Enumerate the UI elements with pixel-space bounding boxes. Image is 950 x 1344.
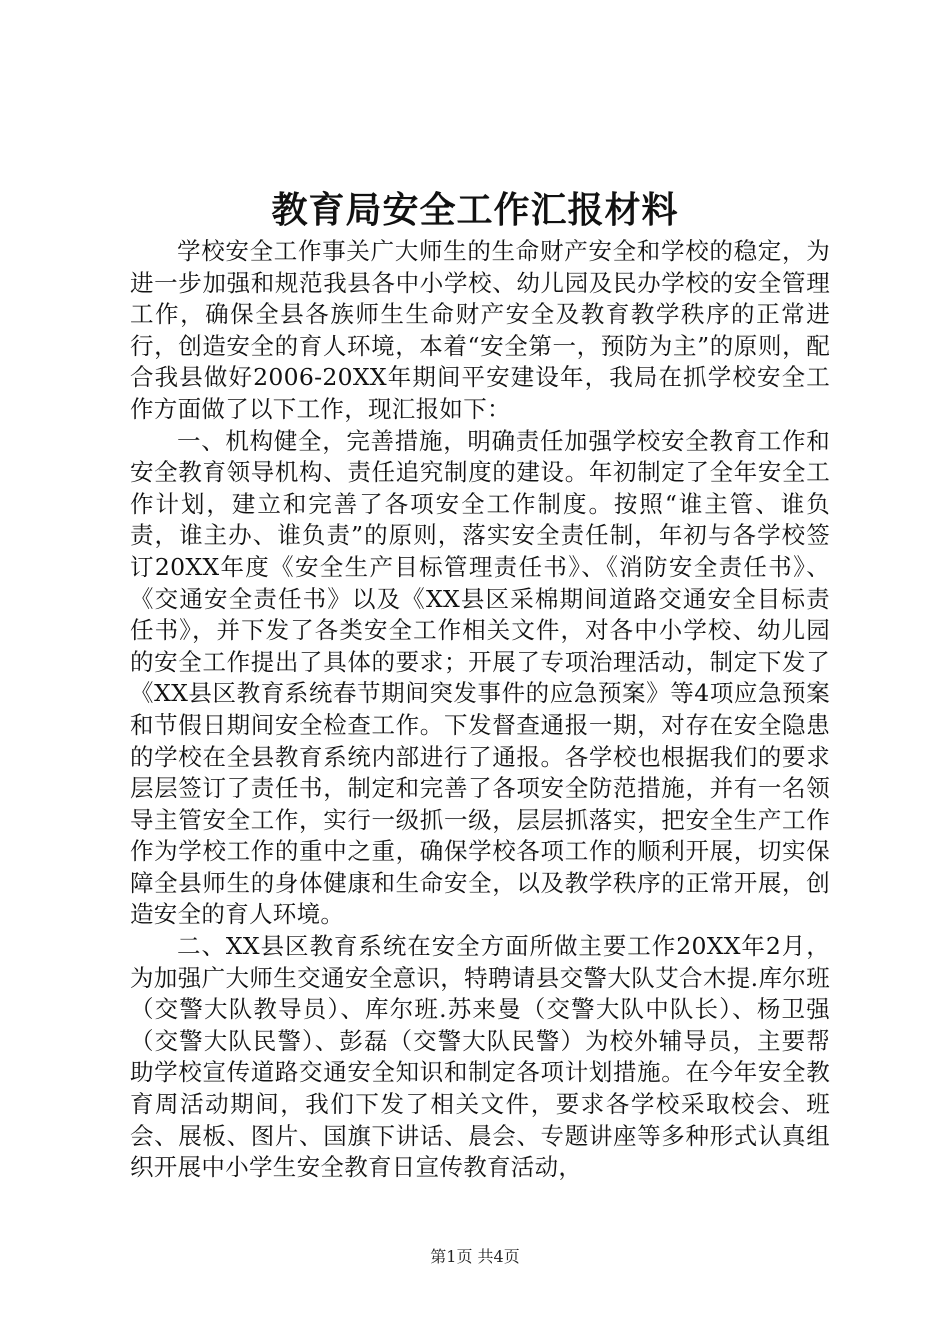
document-title: 教育局安全工作汇报材料 [271,189,679,231]
paragraph-section-1: 一、机构健全，完善措施，明确责任加强学校安全教育工作和安全教育领导机构、责任追究制度的建设。年初制定了全年安全工作计划，建立和完善了各项安全工作制度。按照“谁主管、谁负责，谁主办、谁负责”的原则，落实安全责任制，年初与各学校签订20XX年度《安全生产目标管理责任书》、《消防安全责任书》、《交通安全责任书》以及《XX县区采棉期间道路交通安全目标责任书》，并下发了各类安全工作相关文件，对各中小学校、幼儿园的安全工作提出了具体的要求；开展了专项治理活动，制定下发了《XX县区教育系统春节期间突发事件的应急预案》等4项应急预案和节假日期间安全检查工作。下发督查通报一期，对存在安全隐患的学校在全县教育系统内部进行了通报。各学校也根据我们的要求层层签订了责任书，制定和完善了各项安全防范措施，并有一名领导主管安全工作，实行一级抓一级，层层抓落实，把安全生产工作作为学校工作的重中之重，确保学校各项工作的顺利开展，切实保障全县师生的身体健康和生命安全，以及教学秩序的正常开展，创造安全的育人环境。 [130,426,830,929]
page-number-footer: 第1页 共4页 [430,1247,520,1266]
document-body [130,236,830,1184]
paragraph-intro: 学校安全工作事关广大师生的生命财产安全和学校的稳定，为进一步加强和规范我县各中小学校、幼儿园及民办学校的安全管理工作，确保全县各族师生生命财产安全及教育教学秩序的正常进行，创造安全的育人环境，本着“安全第一，预防为主”的原则，配合我县做好2006-20XX年期间平安建设年，我局在抓学校安全工作方面做了以下工作，现汇报如下： [130,237,830,423]
paragraph-section-2: 二、XX县区教育系统在安全方面所做主要工作20XX年2月，为加强广大师生交通安全意识，特聘请县交警大队艾合木提.库尔班（交警大队教导员）、库尔班.苏来曼（交警大队中队长）、杨卫强（交警大队民警）、彭磊（交警大队民警）为校外辅导员，主要帮助学校宣传道路交通安全知识和制定各项计划措施。在今年安全教育周活动期间，我们下发了相关文件，要求各学校采取校会、班会、展板、图片、国旗下讲话、晨会、专题讲座等多种形式认真组织开展中小学生安全教育日宣传教育活动， [130,932,830,1182]
